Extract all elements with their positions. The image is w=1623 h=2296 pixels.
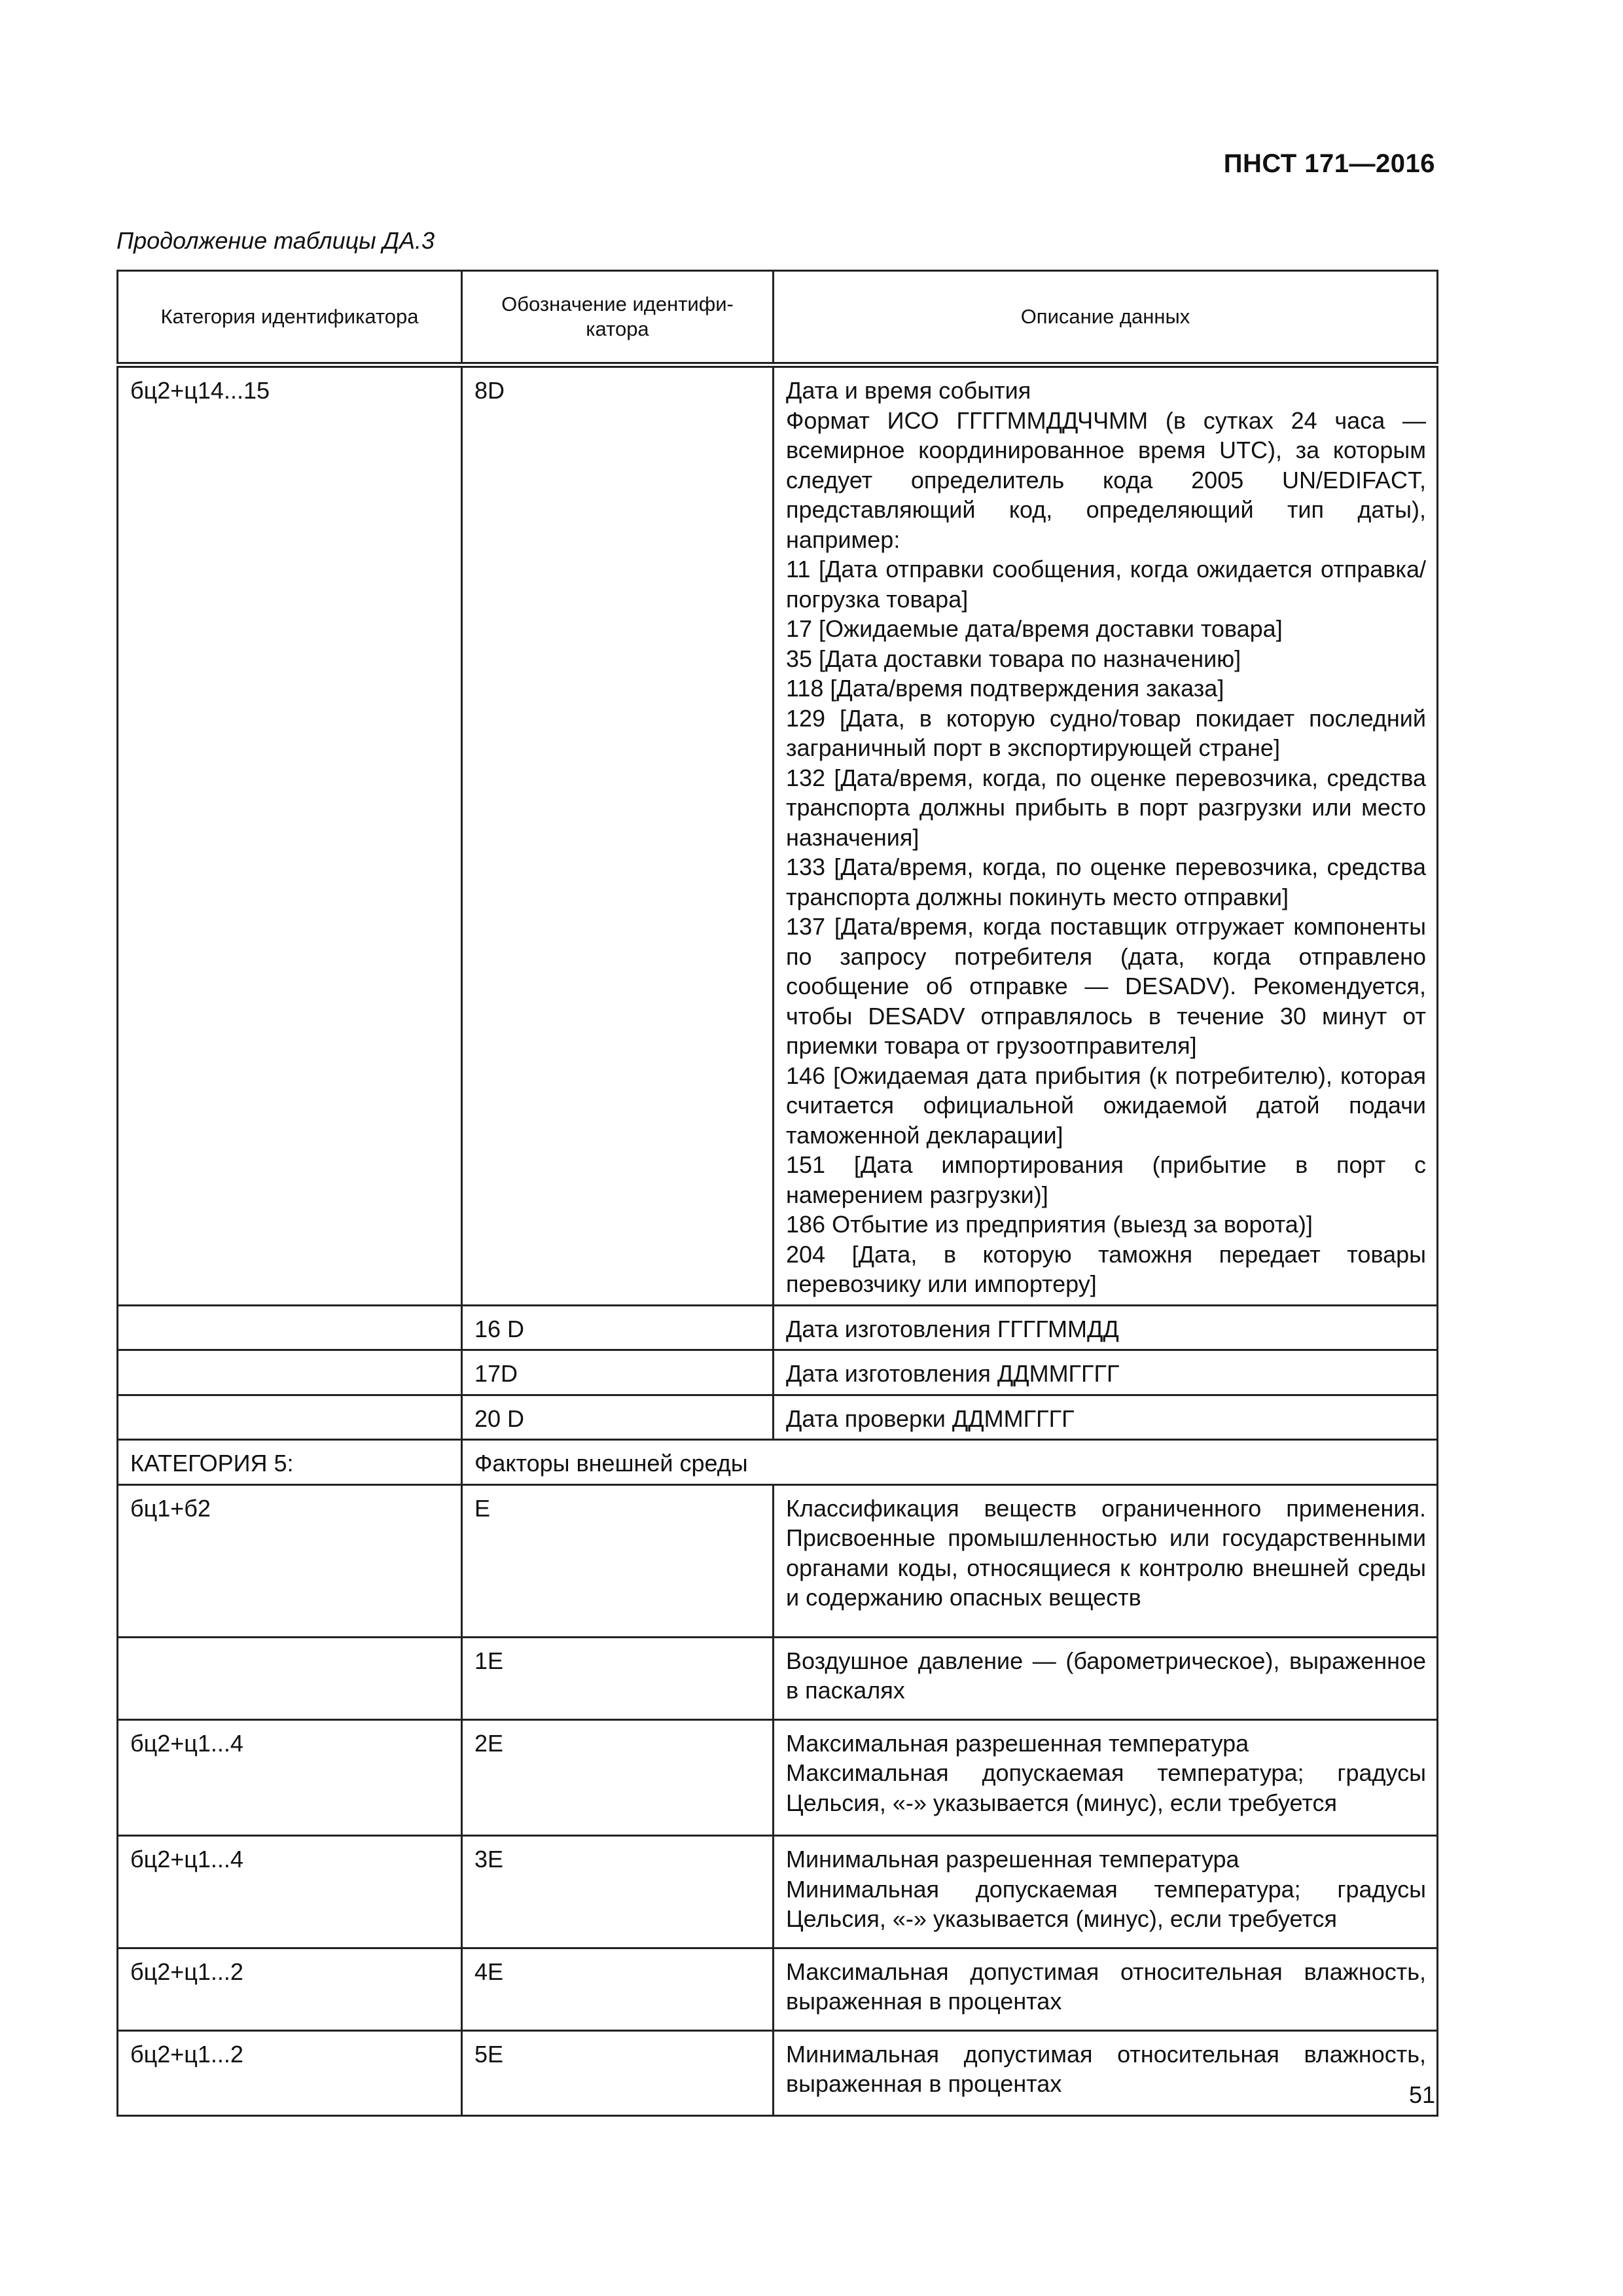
cell-identifier: 3E	[462, 1836, 774, 1948]
category-row	[118, 1440, 1438, 1485]
desc-text: Максимальная допустимая относительная влажность, выраженная в процентах	[786, 1958, 1426, 2015]
cell-identifier: 17D	[462, 1350, 774, 1395]
cell-identifier: E	[462, 1484, 774, 1637]
desc-line: 11 [Дата отправки сообщения, когда ожидается отправка/погрузка товара]	[786, 556, 1426, 613]
table-row	[118, 2030, 1438, 2115]
desc-line: Формат ИСО ГГГГММДДЧЧММ (в сутках 24 часа — всемирное координированное время UTC), за которым следует определитель кода 2005 UN/EDIFACT, представляющий код, определяющий тип даты), например:	[786, 406, 1426, 553]
cell-category: бц2+ц1...2	[118, 2030, 462, 2115]
cell-category: бц1+б2	[118, 1484, 462, 1637]
desc-line: 151 [Дата импортирования (прибытие в порт с намерением разгрузки)]	[786, 1151, 1426, 1208]
cell-identifier: 8D	[462, 365, 774, 1306]
cell-identifier: 2E	[462, 1719, 774, 1836]
cell-description	[774, 2030, 1438, 2115]
cell-category: бц2+ц1...2	[118, 1948, 462, 2030]
desc-line: 137 [Дата/время, когда поставщик отгружает компоненты по запросу потребителя (дата, когда отправлено сообщение об отправке — DESADV). Рекомендуется, чтобы DESADV отправлялось в течение 30 минут от приемки товара от грузоотправителя]	[786, 913, 1426, 1059]
cell-category: бц2+ц14...15	[118, 365, 462, 1306]
category-title: Факторы внешней среды	[462, 1440, 1438, 1485]
table-row	[118, 1948, 1438, 2030]
cell-description	[774, 365, 1438, 1306]
cell-identifier: 4E	[462, 1948, 774, 2030]
cell-description	[774, 1484, 1438, 1637]
cell-category	[118, 1395, 462, 1440]
cell-identifier: 20 D	[462, 1395, 774, 1440]
cell-identifier: 16 D	[462, 1305, 774, 1350]
cell-description: Дата проверки ДДММГГГГ	[774, 1395, 1438, 1440]
cell-description	[774, 1637, 1438, 1719]
desc-line: Дата и время события	[786, 377, 1031, 404]
desc-line: 133 [Дата/время, когда, по оценке перевозчика, средства транспорта должны покинуть место отправки]	[786, 853, 1426, 910]
table-row	[118, 1305, 1438, 1350]
cell-category	[118, 1350, 462, 1395]
table-caption: Продолжение таблицы ДА.3	[116, 227, 435, 254]
desc-text: Минимальная допустимая относительная влажность, выраженная в процентах	[786, 2040, 1426, 2097]
cell-description: Дата изготовления ДДММГГГГ	[774, 1350, 1438, 1395]
cell-category: бц2+ц1...4	[118, 1719, 462, 1836]
desc-text: Максимальная допускаемая температура; градусы Цельсия, «-» указывается (минус), если требуется	[786, 1759, 1426, 1816]
cell-description	[774, 1948, 1438, 2030]
table-header-row	[118, 271, 1438, 365]
desc-title: Минимальная разрешенная температура	[786, 1846, 1240, 1873]
cell-category: бц2+ц1...4	[118, 1836, 462, 1948]
desc-text: Минимальная допускаемая температура; градусы Цельсия, «-» указывается (минус), если требуется	[786, 1875, 1426, 1932]
desc-line: 118 [Дата/время подтверждения заказа]	[786, 675, 1224, 702]
desc-line: 146 [Ожидаемая дата прибытия (к потребителю), которая считается официальной ожидаемой датой подачи таможенной декларации]	[786, 1062, 1426, 1149]
table-row	[118, 1719, 1438, 1836]
table-row	[118, 1484, 1438, 1637]
cell-identifier: 5E	[462, 2030, 774, 2115]
page-number: 51	[1408, 2081, 1435, 2108]
header-category: Категория идентификатора	[118, 271, 462, 365]
table-row	[118, 1350, 1438, 1395]
cell-category: КАТЕГОРИЯ 5:	[118, 1440, 462, 1485]
cell-description	[774, 1719, 1438, 1836]
identifier-table	[116, 270, 1438, 2117]
desc-title: Максимальная разрешенная температура	[786, 1729, 1249, 1757]
document-code: ПНСТ 171—2016	[1223, 149, 1435, 178]
cell-category	[118, 1637, 462, 1719]
table-row	[118, 1836, 1438, 1948]
header-identifier: Обозначение идентифи- катора	[462, 271, 774, 365]
desc-line: 17 [Ожидаемые дата/время доставки товара]	[786, 615, 1283, 642]
desc-text: Воздушное давление — (барометрическое), выраженное в паскалях	[786, 1647, 1426, 1704]
table-row	[118, 365, 1438, 1306]
cell-category	[118, 1305, 462, 1350]
desc-line: 35 [Дата доставки товара по назначению]	[786, 645, 1241, 672]
desc-line: 132 [Дата/время, когда, по оценке перевозчика, средства транспорта должны прибыть в порт разгрузки или место назначения]	[786, 764, 1426, 851]
header-description: Описание данных	[774, 271, 1438, 365]
table-row	[118, 1637, 1438, 1719]
cell-identifier: 1E	[462, 1637, 774, 1719]
desc-text: Классификация веществ ограниченного применения. Присвоенные промышленностью или государственными органами коды, относящиеся к контролю внешней среды и содержанию опасных веществ	[786, 1494, 1426, 1611]
desc-line: 204 [Дата, в которую таможня передает товары перевозчику или импортеру]	[786, 1240, 1426, 1297]
table-row	[118, 1395, 1438, 1440]
desc-line: 186 Отбытие из предприятия (выезд за ворота)]	[786, 1211, 1313, 1238]
cell-description	[774, 1836, 1438, 1948]
cell-description: Дата изготовления ГГГГММДД	[774, 1305, 1438, 1350]
desc-line: 129 [Дата, в которую судно/товар покидает последний заграничный порт в экспортирующей стране]	[786, 704, 1426, 761]
